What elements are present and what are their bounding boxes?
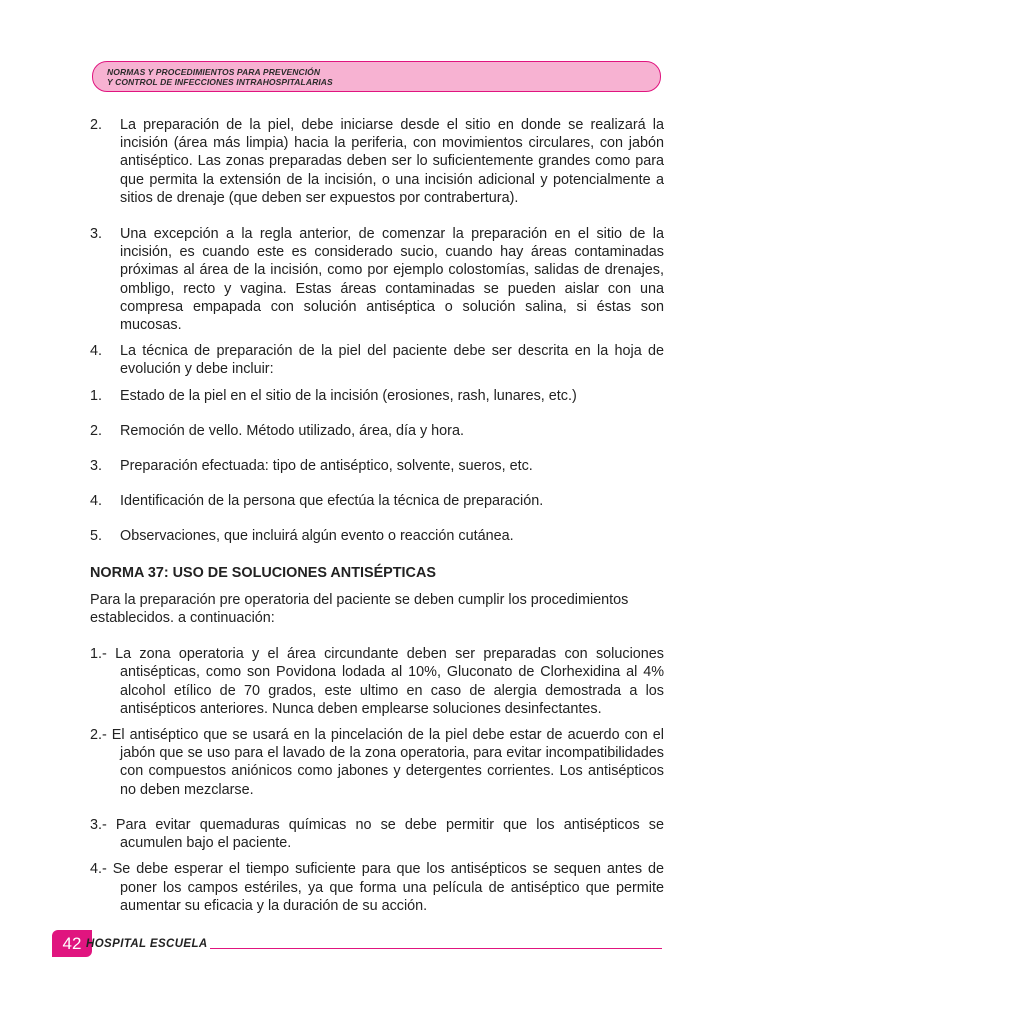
list-item bbox=[90, 225, 664, 334]
sub-list-item-number: 5. bbox=[90, 528, 103, 545]
section-intro: Para la preparación pre operatoria del paciente se deben cumplir los procedimientos establecidos. a continuación: bbox=[90, 591, 629, 627]
sub-list-item-text: Estado de la piel en el sitio de la incisión (erosiones, rash, lunares, etc.) bbox=[120, 387, 577, 404]
sub-list-item-number: 3. bbox=[90, 458, 103, 475]
footer-label: HOSPITAL ESCUELA bbox=[86, 938, 208, 950]
list-item-number: 2. bbox=[90, 117, 103, 133]
norm-item: 3.- Para evitar quemaduras químicas no se debe permitir que los antisépticos se acumulen bajo el paciente. bbox=[90, 816, 664, 852]
sub-list-item bbox=[90, 527, 664, 545]
sub-list-item bbox=[90, 492, 664, 510]
list-item bbox=[90, 342, 664, 378]
norm-item: 4.- Se debe esperar el tiempo suficiente para que los antisépticos se sequen antes de poner los campos estériles, ya que forma una película de antiséptico que permite aumentar su eficacia y la duración de su acción. bbox=[90, 861, 664, 914]
header-line-1: NORMAS Y PROCEDIMIENTOS PARA PREVENCIÓN bbox=[107, 67, 321, 77]
list-item-number: 4. bbox=[90, 343, 103, 360]
sub-list-item bbox=[90, 387, 664, 405]
sub-list-item-text: Identificación de la persona que efectúa la técnica de preparación. bbox=[120, 493, 544, 510]
page-content bbox=[90, 116, 664, 915]
sub-list-item-text: Observaciones, que incluirá algún evento o reacción cutánea. bbox=[120, 528, 514, 545]
list-item-number: 3. bbox=[90, 226, 103, 243]
sub-list-item-number: 2. bbox=[90, 422, 103, 439]
list-item-text: La preparación de la piel, debe iniciarse desde el sitio en donde se realizará la incisión (área más limpia) hacia la periferia, con movimientos circulares, con jabón antiséptico. Las zonas preparadas deben ser lo suficientemente grandes como para que permita la extensión de la incisión, o una incisión adicional y potencialmente a sitios de drenaje (que deben ser expuestos por contrabertura). bbox=[120, 117, 664, 206]
sub-list-item bbox=[90, 422, 664, 440]
norm-item: 2.- El antiséptico que se usará en la pincelación de la piel debe estar de acuerdo con el jabón que se uso para el lavado de la zona operatoria, para evitar incompatibilidades con compuestos aniónicos como jabones y detergentes corrientes. Los antisépticos no deben mezclarse. bbox=[90, 727, 664, 798]
footer-divider bbox=[210, 948, 662, 949]
sub-list-item-number: 4. bbox=[90, 493, 103, 510]
sub-list-item-text: Remoción de vello. Método utilizado, área, día y hora. bbox=[120, 422, 464, 439]
norm-item: 1.- La zona operatoria y el área circundante deben ser preparadas con soluciones antisépticas, como son Povidona lodada al 10%, Gluconato de Clorhexidina al 4% alcohol etílico de 70 grados, este ultimo en caso de alergia demostrada a los antisépticos anteriores. Nunca deben emplearse soluciones desinfectantes. bbox=[90, 646, 664, 717]
sub-list-item bbox=[90, 457, 664, 475]
list-item bbox=[90, 116, 664, 207]
section-title: NORMA 37: USO DE SOLUCIONES ANTISÉPTICAS bbox=[90, 564, 436, 581]
list-item-text: La técnica de preparación de la piel del paciente debe ser descrita en la hoja de evolución y debe incluir: bbox=[120, 343, 664, 378]
sub-list-item-number: 1. bbox=[90, 387, 103, 404]
page-number: 42 bbox=[52, 930, 92, 957]
list-item-text: Una excepción a la regla anterior, de comenzar la preparación en el sitio de la incisión, es cuando este es considerado sucio, cuando hay áreas contaminadas próximas al área de la incisión, como por ejemplo colostomías, salidas de drenajes, ombligo, recto y vagina. Estas áreas contaminadas se pueden aislar con una compresa empapada con solución antiséptica o solución salina, si éstas son mucosas. bbox=[120, 226, 664, 334]
header-line-2: Y CONTROL DE INFECCIONES INTRAHOSPITALARIAS bbox=[107, 77, 333, 87]
header-band bbox=[92, 61, 661, 92]
sub-list-item-text: Preparación efectuada: tipo de antiséptico, solvente, sueros, etc. bbox=[120, 458, 533, 475]
